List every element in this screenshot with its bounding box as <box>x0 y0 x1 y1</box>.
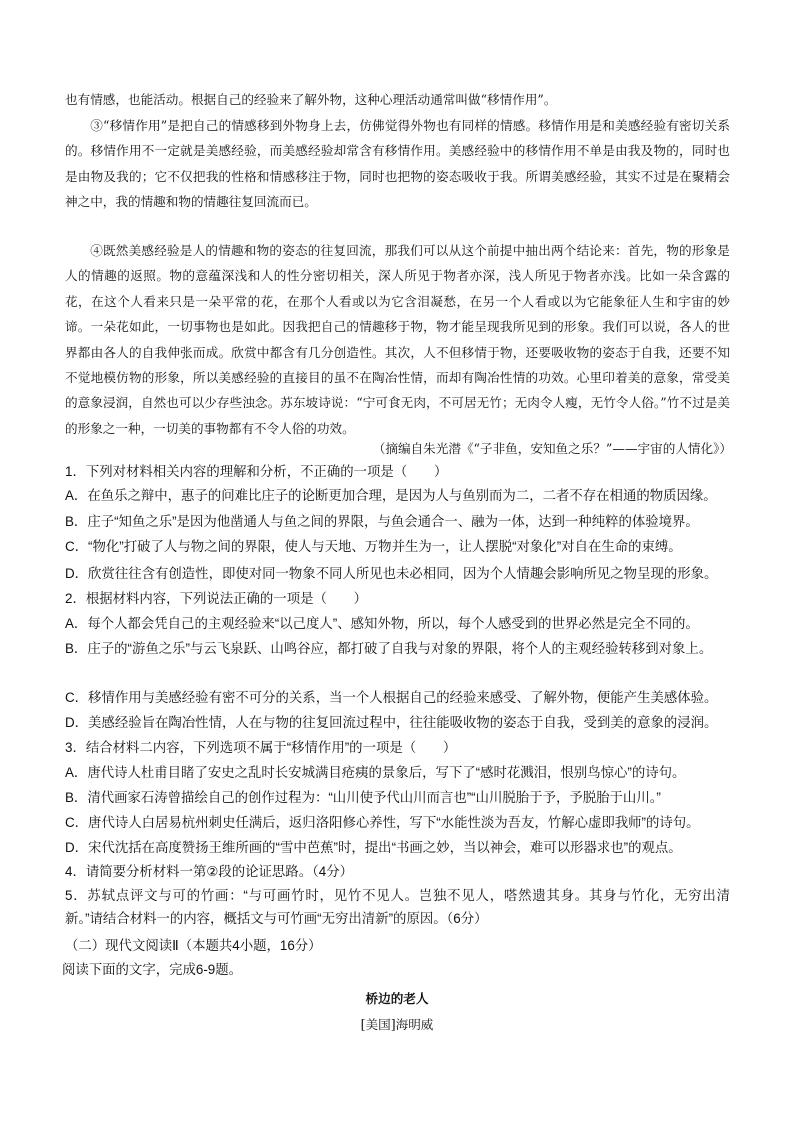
question-1-stem: 1．下列对材料相关内容的理解和分析，不正确的一项是（ ） <box>65 464 448 479</box>
question-3-option-d: D．宋代沈括在高度赞扬王维所画的“雪中芭蕉”时，提出“书画之妙，当以神会，难可以形器求也”的观点。 <box>65 840 682 855</box>
story-author: [美国]海明威 <box>360 1017 434 1032</box>
question-1-option-a: A．在鱼乐之辩中，惠子的问难比庄子的论断更加合理，是因为人与鱼别而为二，二者不存在相通的物质因缘。 <box>65 488 717 503</box>
question-3-option-a: A．唐代诗人杜甫目睹了安史之乱时长安城满目疮痍的景象后，写下了“感时花溅泪，恨别鸟惊心”的诗句。 <box>65 765 686 780</box>
section-2-instruction: 阅读下面的文字，完成6-9题。 <box>62 962 243 977</box>
question-5: 5．苏轼点评文与可的竹画：“与可画竹时，见竹不见人。岂独不见人，嗒然遗其身。其身与竹化，无穷出清新。”请结合材料一的内容，概括文与可竹画“无穷出清新”的原因。（6分） <box>65 888 730 927</box>
question-1-option-c: C．“物化”打破了人与物之间的界限，使人与天地、万物并生为一，让人摆脱“对象化”对自在生命的束缚。 <box>65 539 682 554</box>
passage-paragraph-4: ④既然美感经验是人的情趣和物的姿态的往复回流，那我们可以从这个前提中抽出两个结论来：首先，物的形象是人的情趣的返照。物的意蕴深浅和人的性分密切相关，深人所见于物者亦深，浅人所见于物者亦浅。比如一朵含露的花，在这个人看来只是一朵平常的花，在那个人看或以为它含泪凝愁，在另一个人看或以为它能象征人生和宇宙的妙谛。一朵花如此，一切事物也是如此。因我把自己的情趣移于物，物才能呈现我所见到的形象。我们可以说，各人的世界都由各人的自我伸张而成。欣赏中都含有几分创造性。其次，人不但移情于物，还要吸收物的姿态于自我，还要不知不觉地模仿物的形象，所以美感经验的直接目的虽不在陶冶性情，而却有陶冶性情的功效。心里印着美的意象，常受美的意象浸润，自然也可以少存些浊念。苏东坡诗说：“宁可食无肉，不可居无竹；无肉令人瘦，无竹令人俗。”竹不过是美的形象之一种，一切美的事物都有不令人俗的功效。 <box>65 243 730 436</box>
question-1-option-d: D．欣赏往往含有创造性，即使对同一物象不同人所见也未必相同，因为个人情趣会影响所见之物呈现的形象。 <box>65 566 718 581</box>
question-1-option-b: B．庄子“知鱼之乐”是因为他凿通人与鱼之间的界限，与鱼会通合一、融为一体，达到一种纯粹的体验境界。 <box>65 514 699 529</box>
question-2-option-a: A．每个人都会凭自己的主观经验来“以己度人”、感知外物，所以，每个人感受到的世界必然是完全不同的。 <box>65 616 699 631</box>
passage-line: 也有情感，也能活动。根据自己的经验来了解外物，这种心理活动通常叫做“移情作用”。 <box>65 92 557 107</box>
passage-source: （摘编自朱光潜《“子非鱼，安知鱼之乐？”——宇宙的人情化》） <box>372 441 732 456</box>
story-title: 桥边的老人 <box>365 991 429 1006</box>
question-2-option-b: B．庄子的“游鱼之乐”与云飞泉跃、山鸣谷应，都打破了自我与对象的界限，将个人的主观经验转移到对象上。 <box>65 641 713 656</box>
question-3-option-b: B．清代画家石涛曾描绘自己的创作过程为：“山川使予代山川而言也”“山川脱胎于予，予脱胎于山川。” <box>65 790 661 805</box>
question-2-option-d: D．美感经验旨在陶冶性情，人在与物的往复回流过程中，往往能吸收物的姿态于自我，受到美的意象的浸润。 <box>65 715 718 730</box>
section-2-heading: （二）现代文阅读Ⅱ（本题共4小题，16分） <box>65 938 322 953</box>
question-2-option-c: C．移情作用与美感经验有密不可分的关系，当一个人根据自己的经验来感受、了解外物，便能产生美感体验。 <box>65 690 718 705</box>
question-3-stem: 3．结合材料二内容，下列选项不属于“移情作用”的一项是（ ） <box>65 740 457 755</box>
question-3-option-c: C．唐代诗人白居易杭州刺史任满后，返归洛阳修心养性，写下“水能性淡为吾友，竹解心虚即我师”的诗句。 <box>65 815 700 830</box>
passage-paragraph-3: ③“移情作用”是把自己的情感移到外物身上去，仿佛觉得外物也有同样的情感。移情作用是和美感经验有密切关系的。移情作用不一定就是美感经验，而美感经验却常含有移情作用。美感经验中的移情作用不单是由我及物的，同时也是由物及我的；它不仅把我的性格和情感移注于物，同时也把物的姿态吸收于我。所谓美感经验，其实不过是在聚精会神之中，我的情趣和物的情趣往复回流而已。 <box>65 118 730 210</box>
question-2-stem: 2．根据材料内容，下列说法正确的一项是（ ） <box>65 591 368 606</box>
question-4: 4．请简要分析材料一第②段的论证思路。（4分） <box>65 864 354 879</box>
